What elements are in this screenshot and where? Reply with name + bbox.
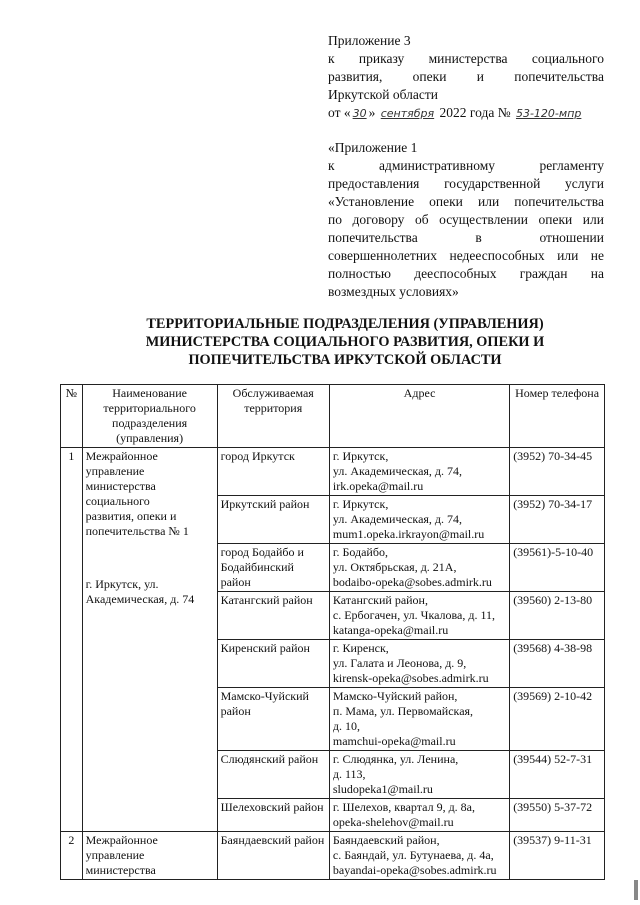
territory-cell: Мамско-Чуйский район — [217, 688, 329, 751]
document-title — [100, 315, 590, 369]
phone-cell: (3952) 70-34-17 — [510, 496, 605, 544]
address-cell — [329, 496, 509, 544]
appendix-1-header — [328, 139, 604, 301]
email-text: bodaibo-opeka@sobes.admirk.ru — [332, 575, 492, 589]
appendix-3-line: к приказу министерства социального — [328, 51, 604, 66]
address-cell — [329, 751, 509, 799]
address-line: г. Шелехов, квартал 9, д. 8а, — [332, 800, 476, 814]
email-text: opeka-shelehov@mail.ru — [332, 815, 454, 829]
appendix-1-line: полностью дееспособных граждан на — [328, 266, 604, 281]
date-prefix: от « — [328, 105, 351, 120]
handwritten-order-number: 53-120-мпр — [515, 107, 582, 120]
appendix-3-line: Иркутской области — [328, 87, 439, 102]
name-address-line: Академическая, д. 74 — [85, 592, 195, 606]
group-number: 2 — [61, 832, 83, 880]
name-line: Межрайонное — [85, 833, 158, 847]
territory-cell: город Иркутск — [217, 448, 329, 496]
territory-cell: Катангский район — [217, 592, 329, 640]
territory-cell: Иркутский район — [217, 496, 329, 544]
address-cell — [329, 544, 509, 592]
email-text: irk.opeka@mail.ru — [332, 479, 424, 493]
address-line: г. Иркутск, — [332, 449, 389, 463]
group-number: 1 — [61, 448, 83, 832]
name-line: министерства — [85, 863, 156, 877]
header-number: № — [61, 385, 83, 448]
territorial-units-table — [60, 384, 605, 880]
phone-cell: (39550) 5-37-72 — [510, 799, 605, 832]
address-line: Мамско-Чуйский район, — [332, 689, 458, 703]
phone-cell: (3952) 70-34-45 — [510, 448, 605, 496]
address-line: д. 10, — [332, 719, 360, 733]
address-line: г. Слюдянка, ул. Ленина, — [332, 752, 459, 766]
appendix-3-line: развития, опеки и попечительства — [328, 69, 604, 84]
appendix-1-line: по договору об осуществлении опеки или — [328, 212, 604, 227]
group-name — [82, 448, 217, 832]
address-cell — [329, 688, 509, 751]
title-line: ПОПЕЧИТЕЛЬСТВА ИРКУТСКОЙ ОБЛАСТИ — [188, 352, 502, 368]
header-territory: Обслуживаемая территория — [217, 385, 329, 448]
name-line: Межрайонное — [85, 449, 158, 463]
territory-cell: Баяндаевский район — [217, 832, 329, 880]
address-line: ул. Октябрьская, д. 21А, — [332, 560, 457, 574]
territory-cell: Слюдянский район — [217, 751, 329, 799]
address-line: г. Бодайбо, — [332, 545, 388, 559]
email-text: kirensk-opeka@sobes.admirk.ru — [332, 671, 489, 685]
date-separator: » — [368, 105, 376, 120]
address-cell — [329, 592, 509, 640]
phone-cell: (39537) 9-11-31 — [510, 832, 605, 880]
email-text: mum1.opeka.irkrayon@mail.ru — [332, 527, 485, 541]
address-line: ул. Академическая, д. 74, — [332, 512, 463, 526]
title-line: МИНИСТЕРСТВА СОЦИАЛЬНОГО РАЗВИТИЯ, ОПЕКИ И — [145, 334, 545, 350]
table-header-row — [61, 385, 605, 448]
territory-cell: Киренский район — [217, 640, 329, 688]
address-line: с. Ербогачен, ул. Чкалова, д. 11, — [332, 608, 496, 622]
handwritten-month: сентября — [380, 107, 435, 120]
scan-edge-mark — [634, 880, 638, 900]
email-text: mamchui-opeka@mail.ru — [332, 734, 456, 748]
name-line: управление — [85, 848, 145, 862]
appendix-1-line: совершеннолетних недееспособных или не — [328, 248, 604, 263]
phone-cell: (39544) 52-7-31 — [510, 751, 605, 799]
name-line: попечительства № 1 — [85, 524, 189, 538]
appendix-1-line: возмездных условиях» — [328, 284, 459, 299]
address-cell — [329, 448, 509, 496]
appendix-1-line: к административному регламенту — [328, 158, 604, 173]
address-cell — [329, 799, 509, 832]
table-row — [61, 832, 605, 880]
appendix-3-header — [328, 32, 604, 123]
appendix-1-line: предоставления государственной услуги — [328, 176, 604, 191]
handwritten-day: 30 — [352, 107, 367, 120]
email-text: sludopeka1@mail.ru — [332, 782, 433, 796]
date-year: 2022 года № — [439, 105, 511, 120]
address-line: ул. Академическая, д. 74, — [332, 464, 463, 478]
name-line: министерства — [85, 479, 156, 493]
appendix-1-line: «Установление опеки или попечительства — [328, 194, 604, 209]
name-line: развития, опеки и — [85, 509, 177, 523]
header-address: Адрес — [329, 385, 509, 448]
address-line: г. Иркутск, — [332, 497, 389, 511]
name-line: управление — [85, 464, 145, 478]
address-line: с. Баяндай, ул. Бутунаева, д. 4а, — [332, 848, 494, 862]
territory-cell: Шелеховский район — [217, 799, 329, 832]
name-line: социального — [85, 494, 150, 508]
address-line: д. 113, — [332, 767, 366, 781]
territory-cell: город Бодайбо и Бодайбинский район — [217, 544, 329, 592]
phone-cell: (39568) 4-38-98 — [510, 640, 605, 688]
table-row — [61, 448, 605, 496]
appendix-3-title: Приложение 3 — [328, 33, 411, 48]
header-name: Наименование территориального подразделения (управления) — [82, 385, 217, 448]
phone-cell: (39560) 2-13-80 — [510, 592, 605, 640]
header-phone: Номер телефона — [510, 385, 605, 448]
phone-cell: (39561)-5-10-40 — [510, 544, 605, 592]
email-text: bayandai-opeka@sobes.admirk.ru — [332, 863, 497, 877]
phone-cell: (39569) 2-10-42 — [510, 688, 605, 751]
address-line: Баяндаевский район, — [332, 833, 440, 847]
address-line: п. Мама, ул. Первомайская, — [332, 704, 474, 718]
address-cell — [329, 640, 509, 688]
title-line: ТЕРРИТОРИАЛЬНЫЕ ПОДРАЗДЕЛЕНИЯ (УПРАВЛЕНИЯ) — [146, 316, 544, 332]
appendix-3-date-line — [328, 104, 604, 123]
address-line: ул. Галата и Леонова, д. 9, — [332, 656, 467, 670]
name-address-line: г. Иркутск, ул. — [85, 577, 159, 591]
address-line: г. Киренск, — [332, 641, 389, 655]
appendix-1-title: «Приложение 1 — [328, 140, 418, 155]
address-line: Катангский район, — [332, 593, 428, 607]
appendix-1-line: попечительства в отношении — [328, 230, 604, 245]
group-name — [82, 832, 217, 880]
address-cell — [329, 832, 509, 880]
email-text: katanga-opeka@mail.ru — [332, 623, 449, 637]
